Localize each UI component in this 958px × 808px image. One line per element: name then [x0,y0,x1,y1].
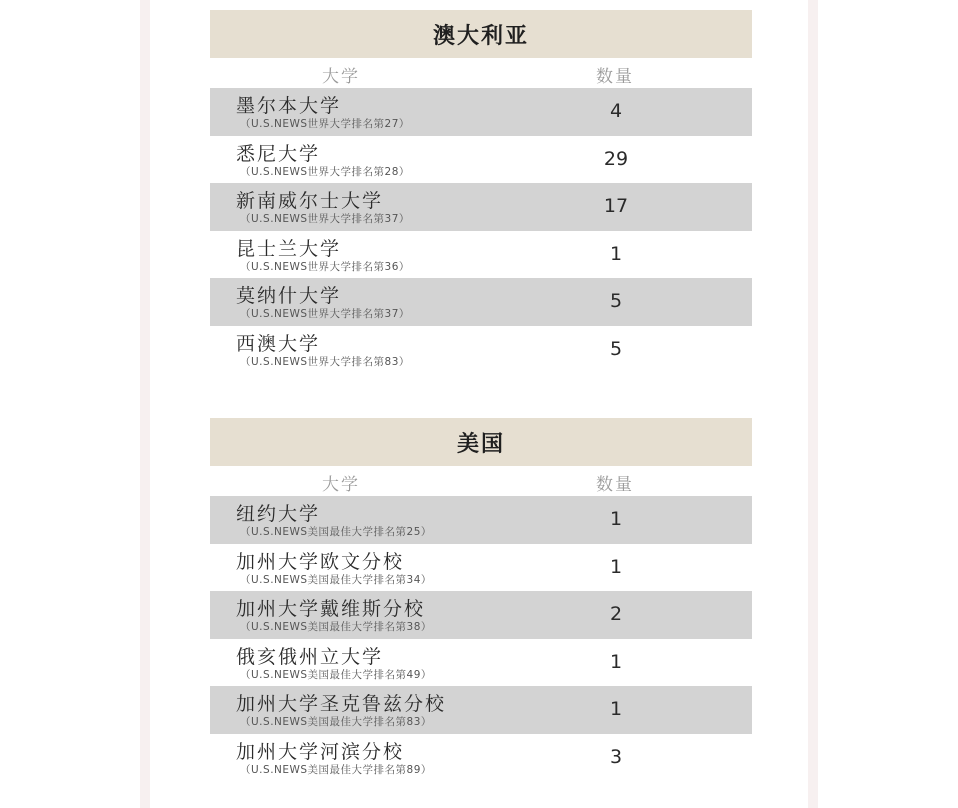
university-count: 1 [609,698,623,720]
university-rank: （U.S.NEWS世界大学排名第36） [240,260,410,273]
university-count: 5 [609,290,623,312]
table-row [210,591,752,639]
university-name: 西澳大学 [236,332,321,355]
column-header-university: 大学 [322,475,360,495]
table-row [210,496,752,544]
table-row [210,278,752,326]
section-australia [210,10,752,373]
university-count: 1 [609,242,623,265]
university-rank: （U.S.NEWS世界大学排名第28） [240,165,410,178]
section-usa [210,418,752,781]
university-count: 29 [603,147,629,170]
university-count: 2 [609,603,623,625]
table-row [210,326,752,374]
university-name: 加州大学欧文分校 [236,550,405,573]
column-header-count: 数量 [596,475,634,495]
university-name: 加州大学戴维斯分校 [236,598,426,620]
university-rank: （U.S.NEWS美国最佳大学排名第83） [240,716,432,728]
university-rank: （U.S.NEWS美国最佳大学排名第89） [240,763,432,776]
university-rank: （U.S.NEWS世界大学排名第27） [240,118,410,130]
university-count: 5 [609,337,623,360]
university-count: 1 [609,508,623,530]
table-row [210,88,752,136]
university-name: 加州大学河滨分校 [236,740,405,763]
table-row [210,544,752,592]
university-count: 4 [609,100,623,122]
university-rank: （U.S.NEWS美国最佳大学排名第38） [240,621,432,633]
column-header-row [210,466,752,496]
university-rank: （U.S.NEWS美国最佳大学排名第34） [240,573,432,586]
university-name: 墨尔本大学 [236,95,342,117]
university-name: 加州大学圣克鲁兹分校 [236,693,447,715]
section-title: 美国 [210,418,752,466]
table-row [210,183,752,231]
column-header-count: 数量 [596,67,634,87]
university-rank: （U.S.NEWS美国最佳大学排名第49） [240,668,432,681]
university-count: 3 [609,745,623,768]
university-name: 纽约大学 [236,503,321,525]
table-row [210,734,752,782]
column-header-row [210,58,752,88]
table-row [210,231,752,279]
university-rank: （U.S.NEWS世界大学排名第37） [240,308,410,320]
university-count: 1 [609,555,623,578]
university-name: 俄亥俄州立大学 [236,645,384,668]
university-rank: （U.S.NEWS美国最佳大学排名第25） [240,526,432,538]
table-row [210,136,752,184]
university-rank: （U.S.NEWS世界大学排名第37） [240,213,410,225]
university-count: 1 [609,650,623,673]
university-name: 昆士兰大学 [236,237,342,260]
section-title: 澳大利亚 [210,10,752,58]
table-row [210,686,752,734]
university-rank: （U.S.NEWS世界大学排名第83） [240,355,410,368]
table-row [210,639,752,687]
column-header-university: 大学 [322,67,360,87]
university-name: 莫纳什大学 [236,285,342,307]
university-name: 悉尼大学 [236,142,321,165]
university-name: 新南威尔士大学 [236,190,384,212]
university-count: 17 [603,195,629,217]
